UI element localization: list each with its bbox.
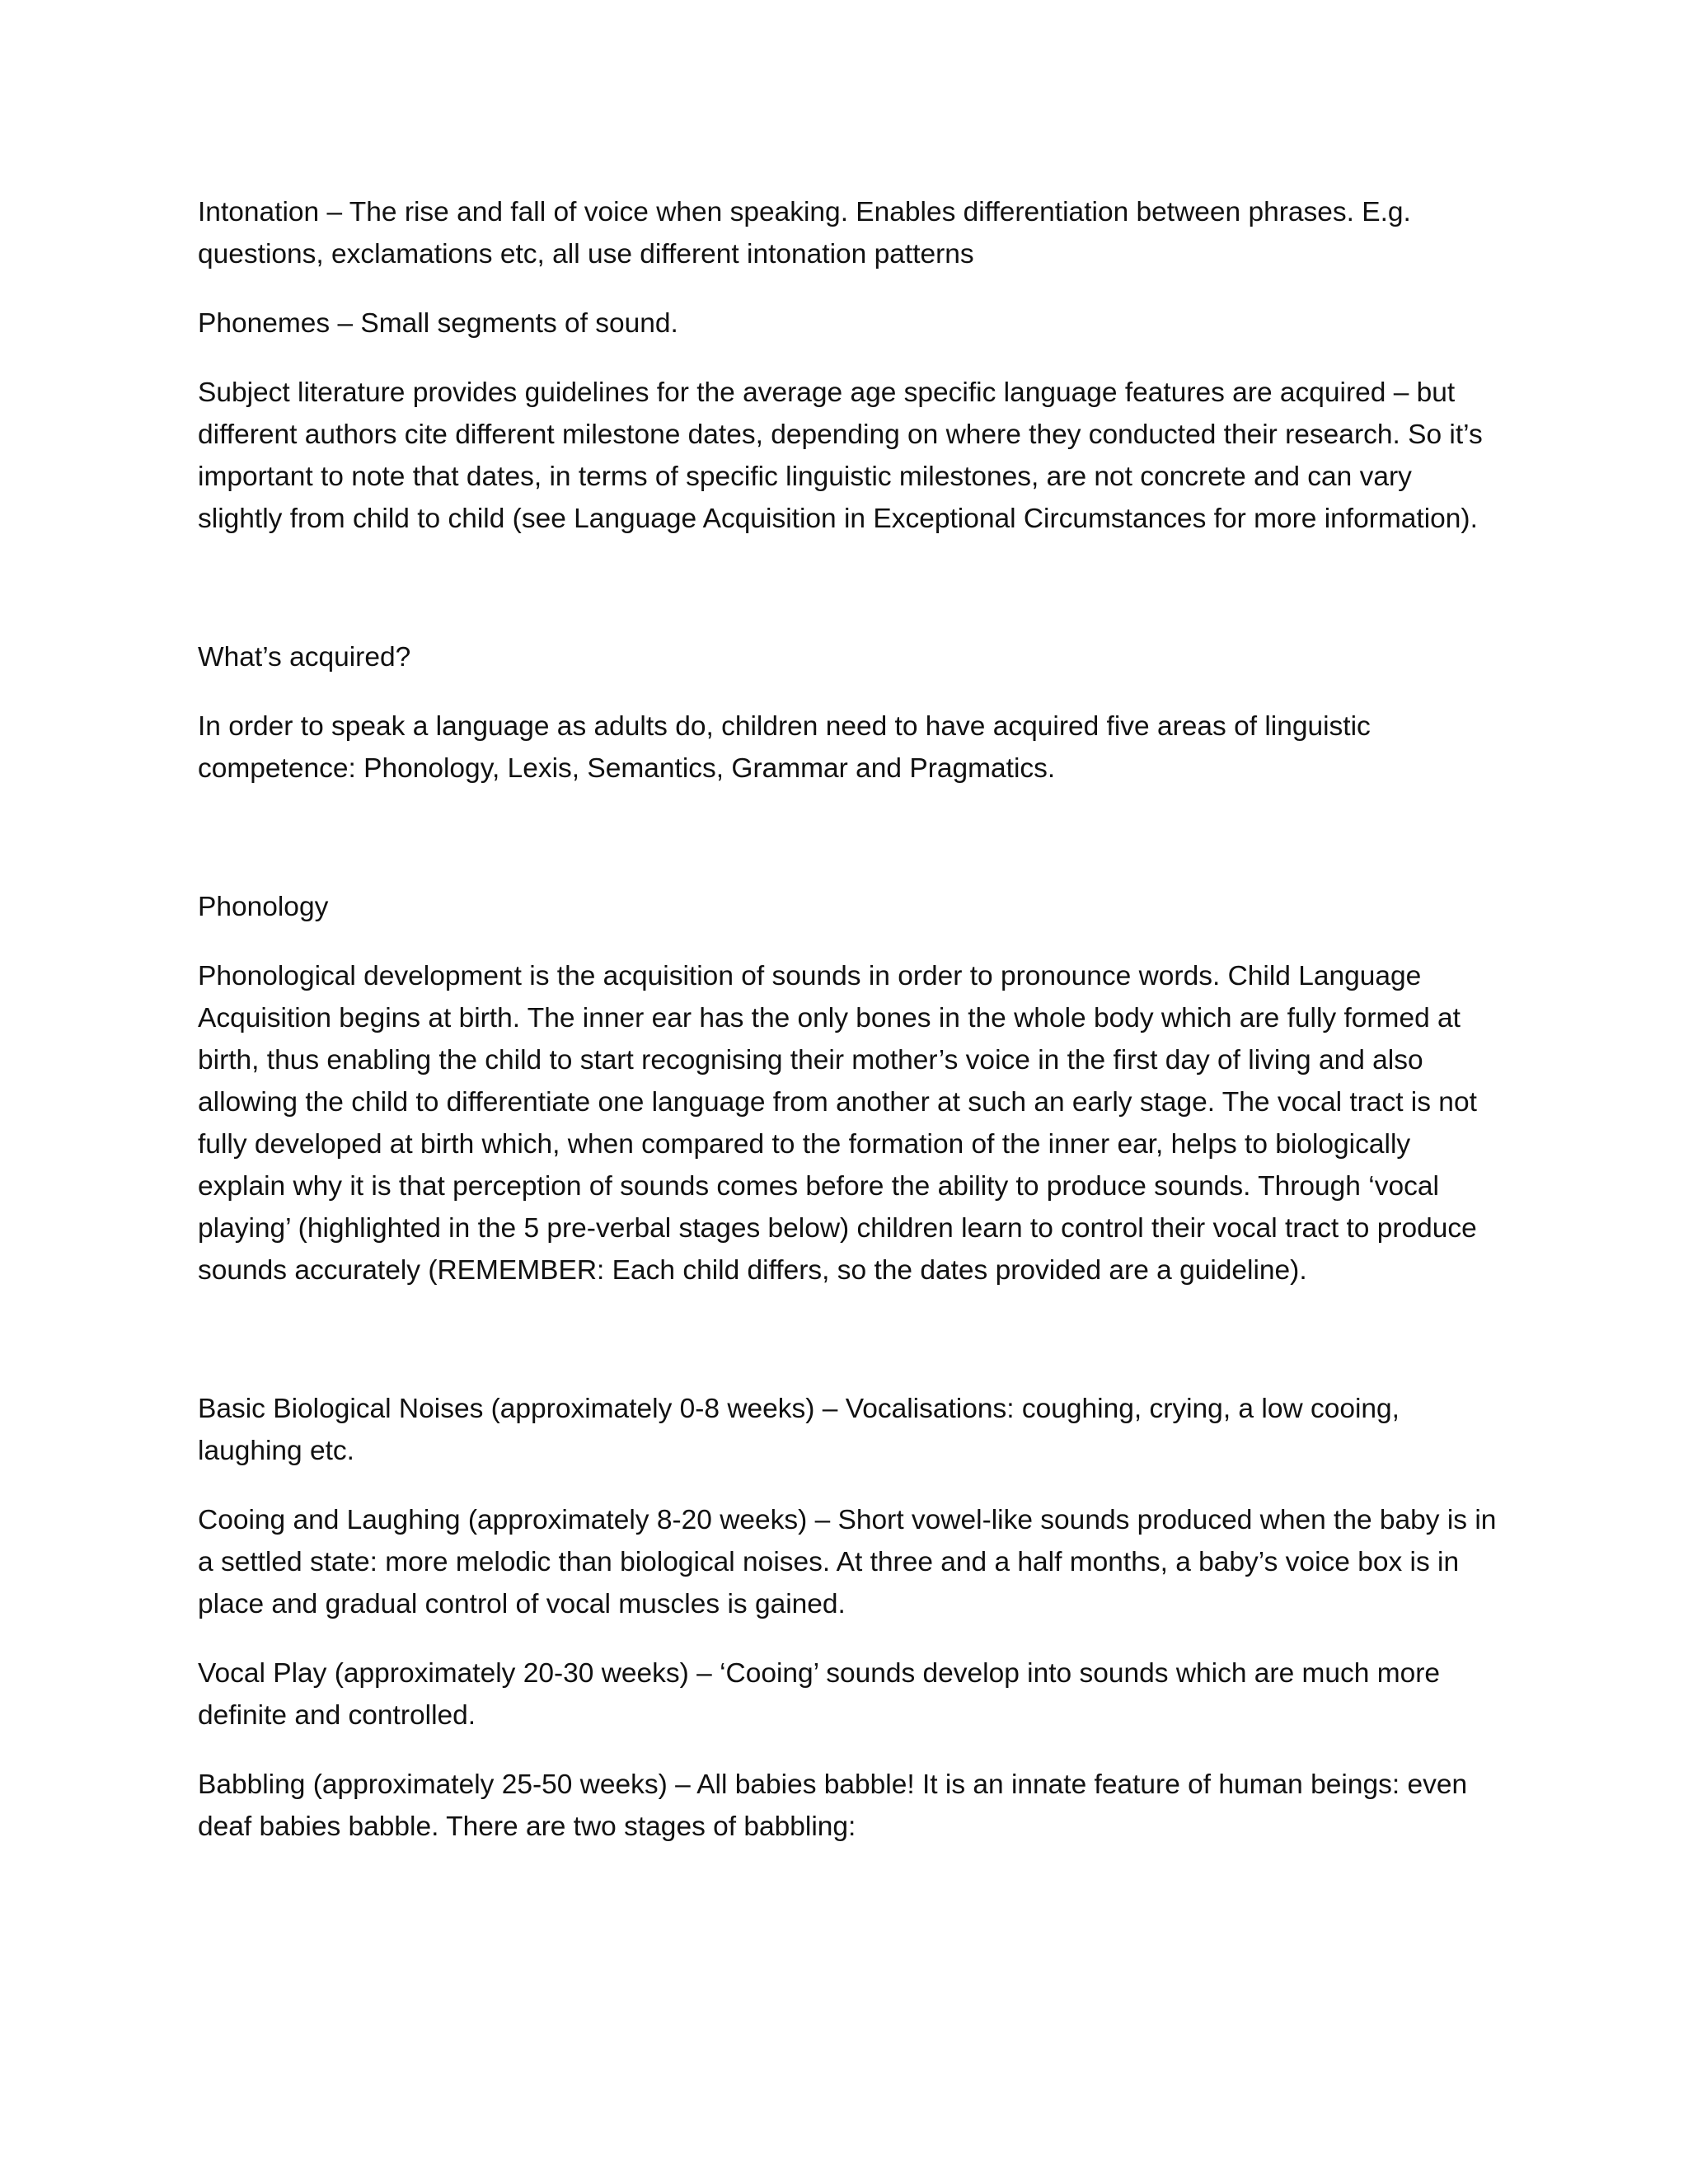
paragraph-phonemes: Phonemes – Small segments of sound.	[198, 308, 678, 339]
paragraph-subject-literature: Subject literature provides guidelines for the average age specific language features are acquired – but different authors cite different milestone dates, depending on where they conducted their research. So it’s important to note that dates, in terms of specific linguistic milestones, are not concrete and can vary slightly from child to child (see Language Acquisition in Exceptional Circumstances for more information).	[198, 377, 1483, 534]
document-page	[198, 191, 1500, 1875]
section-spacer	[198, 1319, 1500, 1388]
paragraph-whats-acquired: In order to speak a language as adults do, children need to have acquired five areas of linguistic competence: Phonology, Lexis, Semantics, Grammar and Pragmatics.	[198, 711, 1371, 784]
section-spacer	[198, 567, 1500, 636]
paragraph-phonology: Phonological development is the acquisition of sounds in order to pronounce words. Child Language Acquisition begins at birth. The inner ear has the only bones in the whole body which are fully formed at birth, thus enabling the child to start recognising their mother’s voice in the first day of living and also allowing the child to differentiate one language from another at such an early stage. The vocal tract is not fully developed at birth which, when compared to the formation of the inner ear, helps to biologically explain why it is that perception of sounds comes before the ability to produce sounds. Through ‘vocal playing’ (highlighted in the 5 pre-verbal stages below) children learn to control their vocal tract to produce sounds accurately (REMEMBER: Each child differs, so the dates provided are a guideline).	[198, 961, 1477, 1286]
heading-whats-acquired: What’s acquired?	[198, 642, 411, 673]
paragraph-stage-cooing: Cooing and Laughing (approximately 8-20 weeks) – Short vowel-like sounds produced when the baby is in a settled state: more melodic than biological noises. At three and a half months, a baby’s voice box is in place and gradual control of vocal muscles is gained.	[198, 1505, 1497, 1619]
paragraph-stage-biological: Basic Biological Noises (approximately 0-8 weeks) – Vocalisations: coughing, crying, a low cooing, laughing etc.	[198, 1394, 1400, 1466]
heading-phonology: Phonology	[198, 892, 329, 922]
section-spacer	[198, 817, 1500, 886]
paragraph-intonation: Intonation – The rise and fall of voice when speaking. Enables differentiation between phrases. E.g. questions, exclamations etc, all use different intonation patterns	[198, 197, 1411, 269]
paragraph-stage-vocal-play: Vocal Play (approximately 20-30 weeks) – ‘Cooing’ sounds develop into sounds which are much more definite and controlled.	[198, 1658, 1441, 1731]
paragraph-stage-babbling: Babbling (approximately 25-50 weeks) – All babies babble! It is an innate feature of human beings: even deaf babies babble. There are two stages of babbling:	[198, 1769, 1468, 1842]
